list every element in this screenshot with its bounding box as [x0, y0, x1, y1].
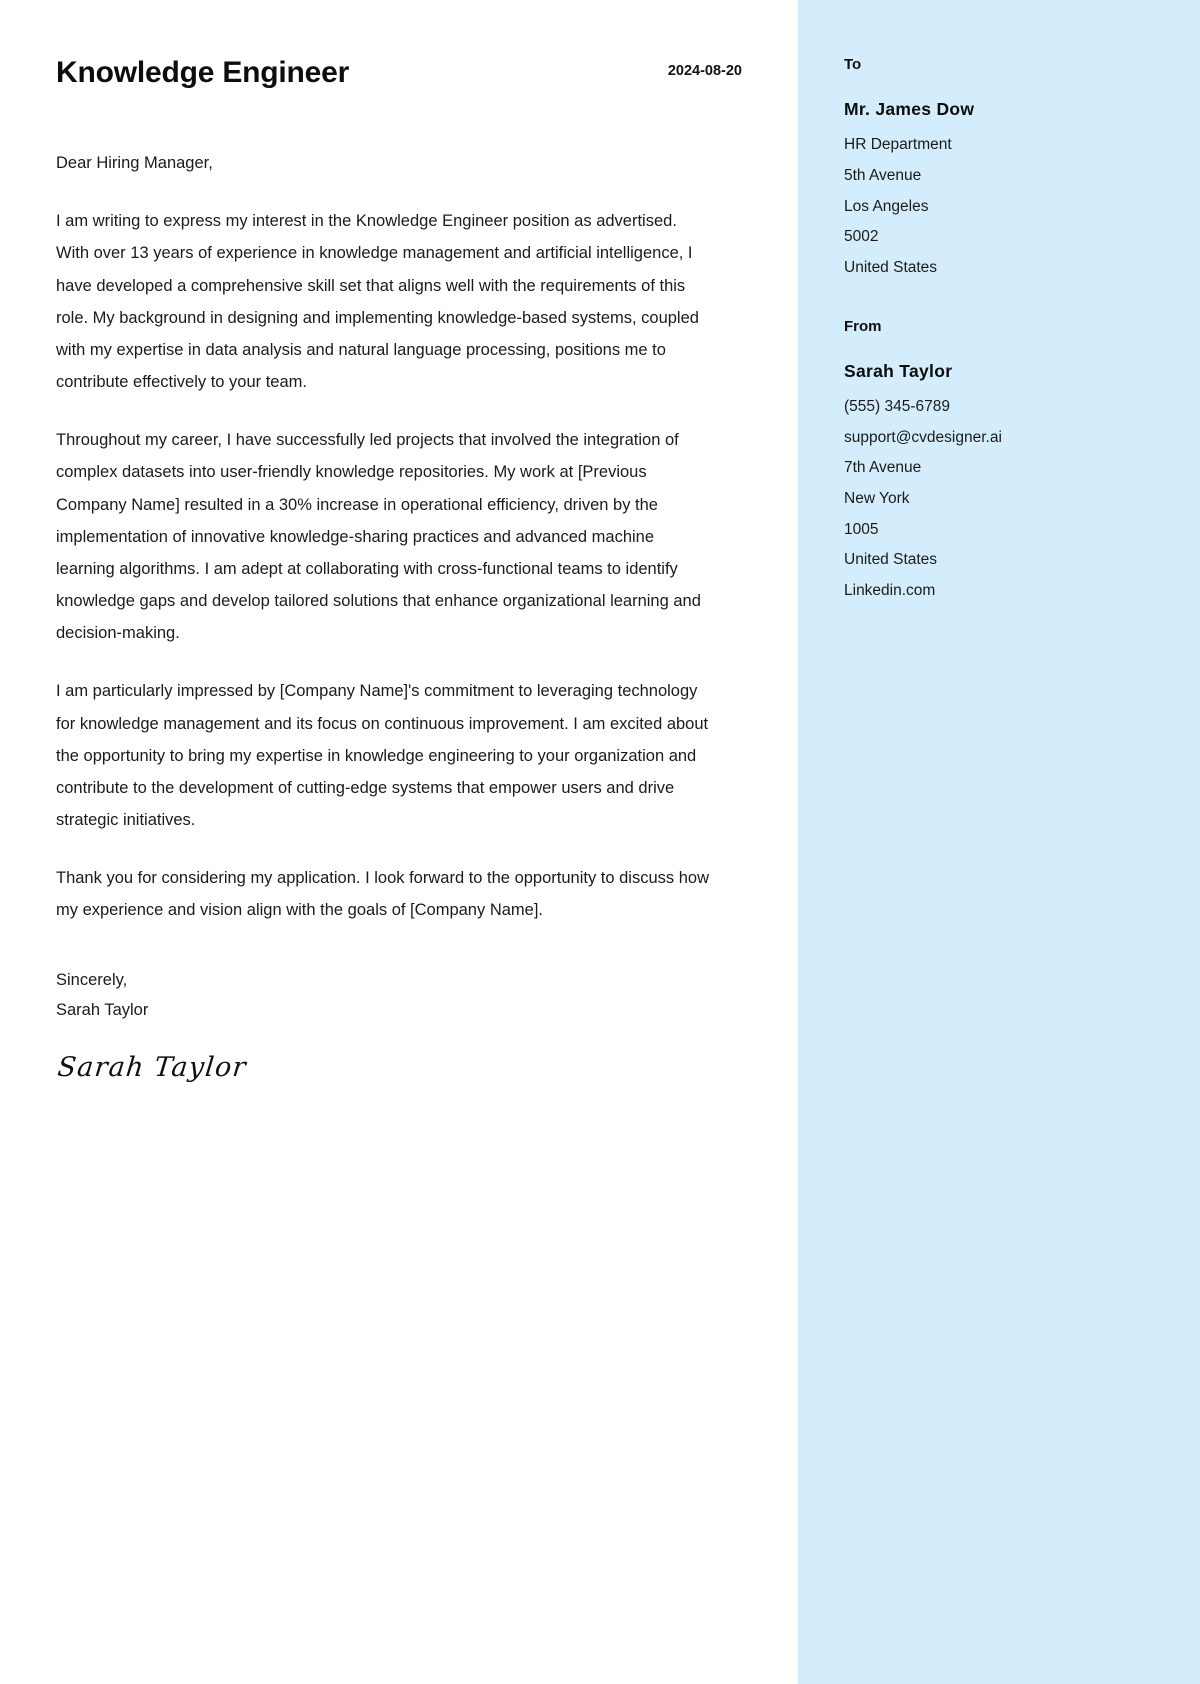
letter-date: 2024-08-20	[667, 63, 742, 79]
sender-line: United States	[844, 551, 938, 569]
recipient-line: United States	[844, 259, 938, 276]
sender-line: 1005	[844, 520, 879, 538]
sender-phone: (555) 345-6789	[844, 397, 950, 415]
recipient-line: 5002	[844, 228, 879, 246]
sender-line: New York	[844, 490, 910, 507]
salutation: Dear Hiring Manager,	[56, 154, 213, 172]
recipient-line: HR Department	[844, 136, 952, 154]
recipient-name: Mr. James Dow	[844, 99, 975, 119]
body-paragraph-1: I am writing to express my interest in the Knowledge Engineer position as advertised. With over 13 years of experience in knowledge management and artificial intelligence, I have developed a comprehensive skill set that aligns well with the requirements of this role. My background in designing and implementing knowledge-based systems, coupled with my expertise in data analysis and natural language processing, positions me to contribute effectively to your team.	[56, 212, 699, 392]
recipient-line: Los Angeles	[844, 197, 929, 215]
closing-salutation: Sincerely,	[56, 970, 128, 989]
page-title: Knowledge Engineer	[56, 56, 350, 89]
contact-sidebar	[798, 0, 1200, 1684]
body-paragraph-3: I am particularly impressed by [Company Name]'s commitment to leveraging technology for knowledge management and its focus on continuous improvement. I am excited about the opportunity to bring my expertise in knowledge engineering to your organization and contribute to the development of cutting-edge systems that empower users and drive strategic initiatives.	[56, 682, 709, 830]
sender-name: Sarah Taylor	[56, 1001, 149, 1020]
sender-linkedin[interactable]: Linkedin.com	[844, 582, 936, 600]
closing-block	[56, 965, 742, 1026]
sender-section	[844, 318, 1160, 607]
signature-image: Sarah Taylor	[56, 1051, 249, 1083]
sender-line: 7th Avenue	[844, 459, 922, 477]
recipient-heading: To	[844, 56, 862, 73]
sender-heading: From	[844, 317, 882, 335]
letter-header	[56, 56, 742, 89]
recipient-section	[844, 56, 1160, 284]
body-paragraph-4: Thank you for considering my application. I look forward to the opportunity to discuss how my experience and vision align with the goals of [Company Name].	[56, 869, 710, 920]
recipient-line: 5th Avenue	[844, 166, 922, 184]
sender-email[interactable]: support@cvdesigner.ai	[844, 428, 1002, 446]
body-paragraph-2: Throughout my career, I have successfully led projects that involved the integration of complex datasets into user-friendly knowledge repositories. My work at [Previous Company Name] resulted in a 30% increase in operational efficiency, driven by the implementation of innovative knowledge-sharing practices and advanced machine learning algorithms. I am adept at collaborating with cross-functional teams to identify knowledge gaps and develop tailored solutions that enhance organizational learning and decision-making.	[56, 431, 701, 643]
sender-name-sidebar: Sarah Taylor	[844, 360, 953, 381]
